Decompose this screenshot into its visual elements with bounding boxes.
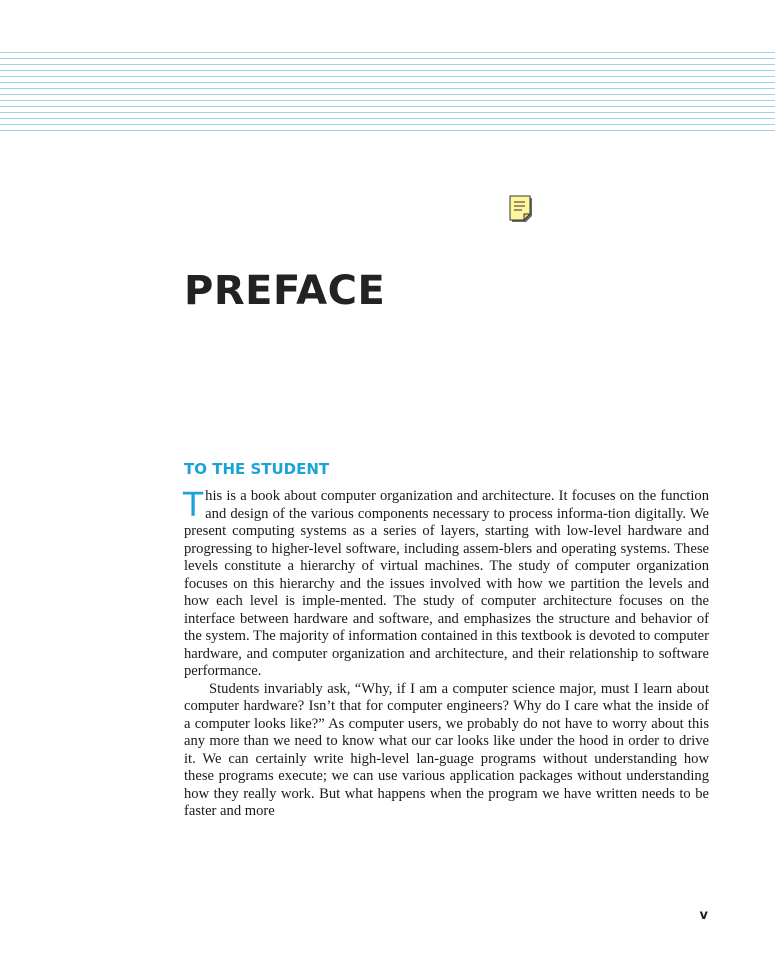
page-number: v <box>699 908 708 923</box>
paragraph-2: Students invariably ask, “Why, if I am a computer science major, must I learn about computer hardware? Isn’t that for computer engineers? Why do I care what the inside of a computer looks like?” As computer users, we probably do not have to worry about this any more than we need to know what our car looks like under the hood in order to drive it. We can certainly write high-level lan-guage programs without understanding how these programs execute; we can use various application packages without understanding how they really work. But what happens when the program we have written needs to be faster and more <box>184 680 709 819</box>
page-title: PREFACE <box>184 268 386 314</box>
section-heading: TO THE STUDENT <box>184 460 330 478</box>
paragraph-1-text: his is a book about computer organization and architecture. It focuses on the function and design of the various components necessary to process informa-tion digitally. We present computing systems as a series of layers, starting with low-level hardware and progressing to higher-level software, including assem-blers and operating systems. These levels constitute a hierarchy of virtual machines. The study of computer organization focuses on this hierarchy and the issues involved with how we partition the levels and how each level is imple-mented. The study of computer architecture focuses on the interface between hardware and software, and emphasizes the structure and behavior of the system. The majority of information contained in this textbook is devoted to computer hardware, and computer organization and architecture, and their relationship to software performance. <box>184 488 710 679</box>
decorative-header-rules <box>0 52 775 134</box>
dropcap: T <box>183 485 204 524</box>
body-text <box>183 485 710 821</box>
note-icon <box>509 195 533 223</box>
paragraph-1 <box>183 485 710 681</box>
